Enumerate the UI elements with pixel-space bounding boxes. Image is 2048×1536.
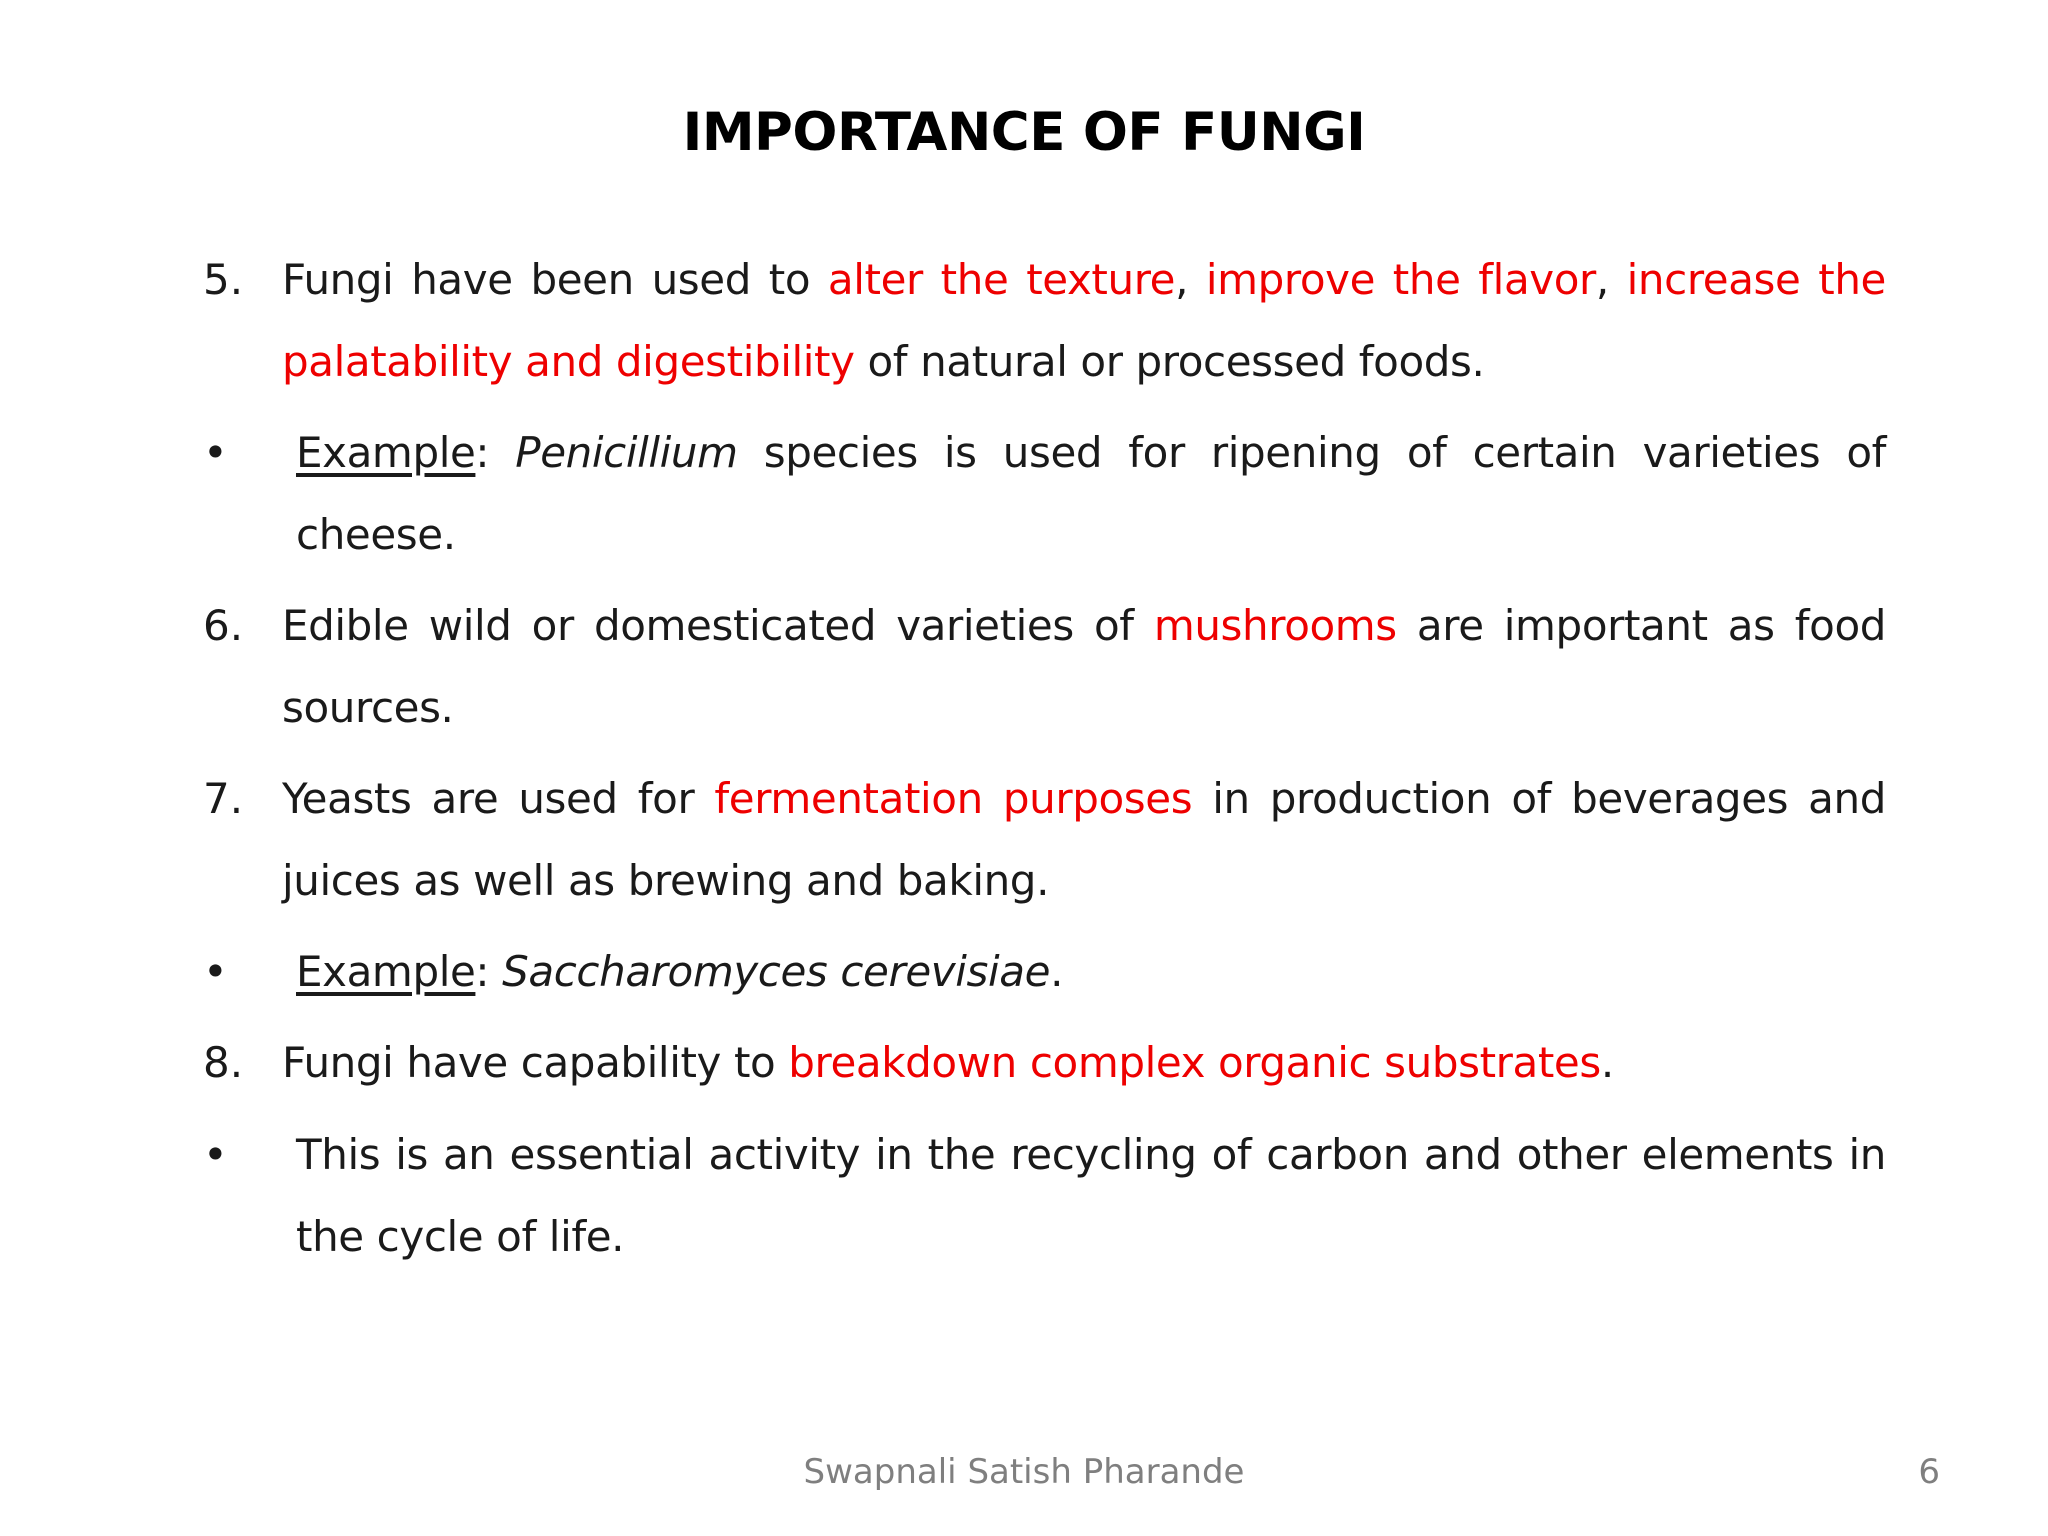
text-run: . <box>1600 1038 1614 1087</box>
list-item-text <box>282 1022 1886 1104</box>
text-run: : <box>475 947 503 996</box>
highlight-text: increase the palatability and digestibility <box>282 255 1886 386</box>
list-number: 8. <box>203 1038 244 1087</box>
footer-author: Swapnali Satish Pharande <box>803 1452 1245 1492</box>
text-run: Yeasts are used for <box>282 774 715 823</box>
text-run: : <box>475 428 516 477</box>
text-run: of natural or processed foods. <box>854 337 1485 386</box>
bullet-text <box>296 931 1886 1013</box>
bullet-icon: • <box>203 1130 228 1179</box>
example-label: Example <box>296 428 476 477</box>
text-run: species is used for ripening of certain varieties of cheese. <box>296 428 1887 559</box>
list-number: 5. <box>203 255 244 304</box>
text-run: Fungi have capability to <box>282 1038 789 1087</box>
list-item-text <box>282 239 1886 403</box>
list-item-text <box>282 585 1886 749</box>
text-run: , <box>1595 255 1627 304</box>
bullet-text <box>296 1114 1886 1278</box>
highlight-text: improve the flavor <box>1205 255 1596 304</box>
highlight-text: alter the texture <box>827 255 1176 304</box>
list-item-text <box>282 758 1886 922</box>
example-label: Example <box>296 947 476 996</box>
bullet-icon: • <box>203 947 228 996</box>
text-run: , <box>1175 255 1206 304</box>
text-run: . <box>1050 947 1064 996</box>
highlight-text: fermentation purposes <box>714 774 1193 823</box>
species-name: Penicillium <box>515 428 738 477</box>
text-run: Fungi have been used to <box>282 255 828 304</box>
highlight-text: mushrooms <box>1153 601 1397 650</box>
species-name: Saccharomyces cerevisiae <box>502 947 1051 996</box>
highlight-text: breakdown complex organic substrates <box>788 1038 1601 1087</box>
bullet-icon: • <box>203 428 228 477</box>
text-run: This is an essential activity in the recycling of carbon and other elements in the cycle of life. <box>296 1130 1886 1261</box>
list-number: 6. <box>203 601 244 650</box>
bullet-text <box>296 412 1886 576</box>
slide-title: IMPORTANCE OF FUNGI <box>682 102 1366 163</box>
list-number: 7. <box>203 774 244 823</box>
text-run: Edible wild or domesticated varieties of <box>282 601 1154 650</box>
text-run: are important as food sources. <box>282 601 1887 732</box>
slide-number: 6 <box>1918 1452 1940 1492</box>
text-run: in production of beverages and juices as well as brewing and baking. <box>282 774 1886 905</box>
